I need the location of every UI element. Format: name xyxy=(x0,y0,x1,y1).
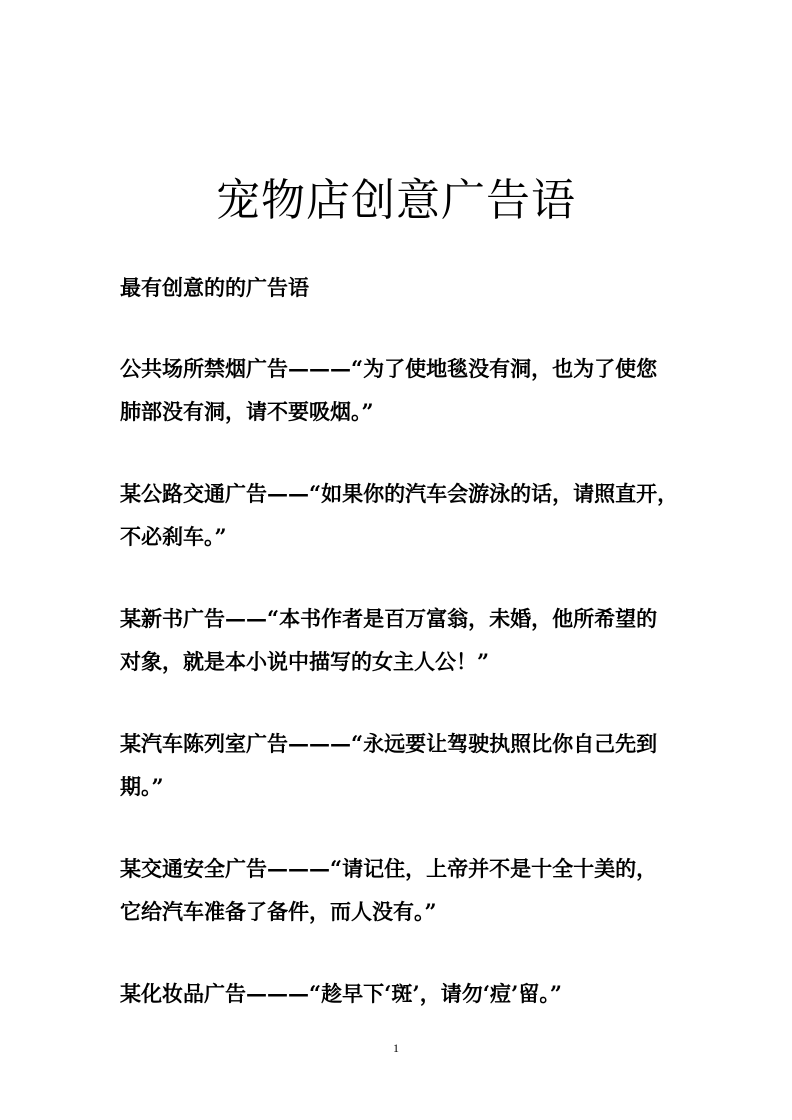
paragraph-line: 某汽车陈列室广告———“永远要让驾驶执照比你自己先到 xyxy=(120,731,658,756)
paragraph-line: 肺部没有洞，请不要吸烟。” xyxy=(120,399,374,424)
paragraph-line: 对象，就是本小说中描写的女主人公！” xyxy=(120,649,490,674)
paragraph-line: 某公路交通广告——“如果你的汽车会游泳的话，请照直开， xyxy=(120,481,679,506)
paragraph-ad-car-showroom xyxy=(120,722,680,808)
paragraph-ad-cosmetics xyxy=(120,972,680,1015)
paragraph-line: 不必刹车。” xyxy=(120,524,227,549)
paragraph-ad-traffic-safety xyxy=(120,847,680,933)
paragraph-ad-book xyxy=(120,597,680,683)
paragraph-line: 某化妆品广告———“趁早下‘斑’，请勿‘痘’留。” xyxy=(120,981,562,1006)
paragraph-line: 最有创意的的广告语 xyxy=(120,275,309,300)
paragraph-line: 某交通安全广告———“请记住，上帝并不是十全十美的， xyxy=(120,856,658,881)
paragraph-line: 期。” xyxy=(120,774,164,799)
paragraph-ad-traffic xyxy=(120,472,680,558)
page-number: 1 xyxy=(393,1041,399,1055)
paragraph-line: 某新书广告——“本书作者是百万富翁，未婚，他所希望的 xyxy=(120,606,658,631)
document-title: 宠物店创意广告语 xyxy=(216,175,576,227)
paragraph-ad-smoking xyxy=(120,347,680,433)
paragraph-line: 它给汽车准备了备件，而人没有。” xyxy=(120,899,437,924)
paragraph-line: 公共场所禁烟广告———“为了使地毯没有洞，也为了使您 xyxy=(120,356,658,381)
paragraph-heading xyxy=(120,266,680,309)
